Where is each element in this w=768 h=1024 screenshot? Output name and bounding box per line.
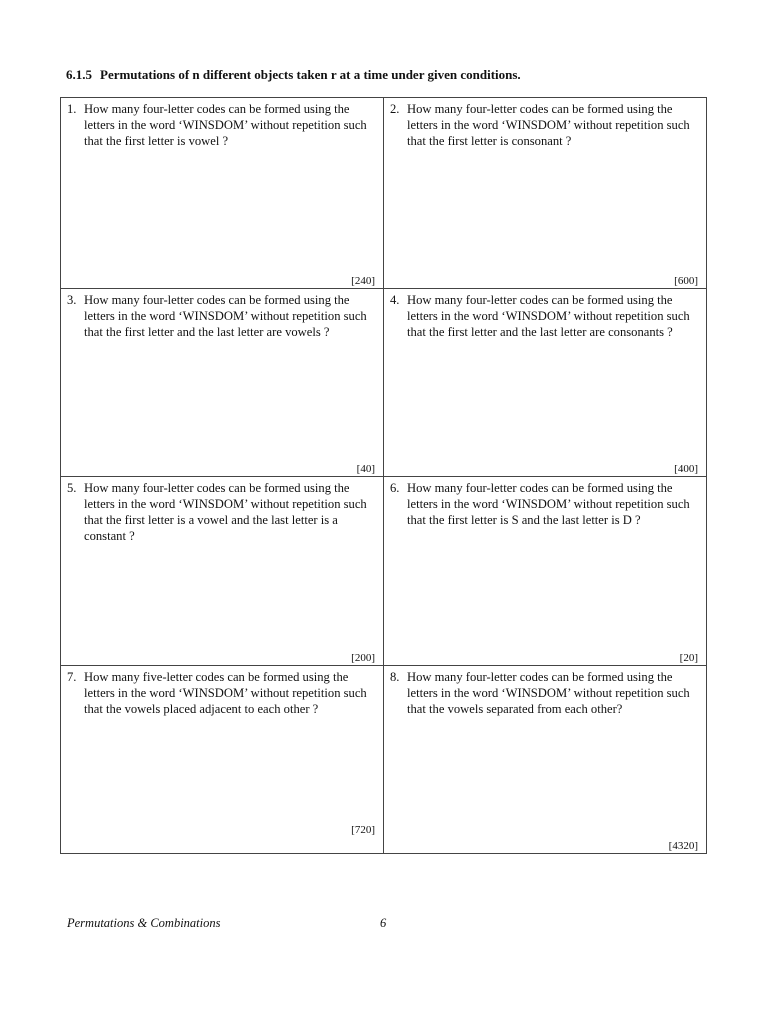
question-cell-8 — [384, 666, 707, 854]
question-text: How many four-letter codes can be formed using the letters in the word ‘WINSDOM’ without repetition such that the first letter is consonant ? — [407, 102, 690, 148]
question-text: How many four-letter codes can be formed using the letters in the word ‘WINSDOM’ without repetition such that the first letter and the last letter are consonants ? — [407, 293, 690, 339]
question-number: 3. — [67, 293, 77, 307]
page-number: 6 — [380, 916, 387, 930]
question-cell-2 — [384, 98, 707, 289]
section-number: 6.1.5 — [66, 67, 92, 82]
question-text: How many four-letter codes can be formed using the letters in the word ‘WINSDOM’ without repetition such that the first letter and the last letter are vowels ? — [84, 293, 367, 339]
question-text: How many four-letter codes can be formed using the letters in the word ‘WINSDOM’ without repetition such that the first letter is a vowel and the last letter is a constant ? — [84, 481, 367, 543]
section-heading — [66, 67, 521, 83]
section-title: Permutations of n different objects taken r at a time under given conditions. — [100, 67, 521, 82]
answer-label: [40] — [356, 463, 375, 475]
answer-label: [400] — [674, 463, 698, 475]
question-cell-5 — [61, 477, 384, 666]
question-text: How many four-letter codes can be formed using the letters in the word ‘WINSDOM’ without repetition such that the first letter is vowel ? — [84, 102, 367, 148]
answer-label: [20] — [679, 652, 698, 664]
question-cell-6 — [384, 477, 707, 666]
question-number: 4. — [390, 293, 400, 307]
table-row — [61, 477, 707, 666]
question-number: 1. — [67, 102, 77, 116]
question-number: 5. — [67, 481, 77, 495]
question-text: How many four-letter codes can be formed using the letters in the word ‘WINSDOM’ without repetition such that the vowels separated from each other? — [407, 670, 690, 716]
question-number: 8. — [390, 670, 400, 684]
question-cell-1 — [61, 98, 384, 289]
question-number: 2. — [390, 102, 400, 116]
question-number: 6. — [390, 481, 400, 495]
answer-label: [600] — [674, 275, 698, 287]
table-row — [61, 289, 707, 477]
answer-label: [4320] — [668, 840, 698, 852]
question-cell-3 — [61, 289, 384, 477]
table-row — [61, 98, 707, 289]
question-table — [60, 97, 707, 854]
question-cell-4 — [384, 289, 707, 477]
answer-label: [720] — [351, 824, 375, 836]
question-number: 7. — [67, 670, 77, 684]
answer-label: [240] — [351, 275, 375, 287]
question-text: How many five-letter codes can be formed using the letters in the word ‘WINSDOM’ without repetition such that the vowels placed adjacent to each other ? — [84, 670, 367, 716]
table-row — [61, 666, 707, 854]
answer-label: [200] — [351, 652, 375, 664]
question-text: How many four-letter codes can be formed using the letters in the word ‘WINSDOM’ without repetition such that the first letter is S and the last letter is D ? — [407, 481, 690, 527]
question-cell-7 — [61, 666, 384, 854]
footer-title: Permutations & Combinations — [67, 916, 221, 930]
